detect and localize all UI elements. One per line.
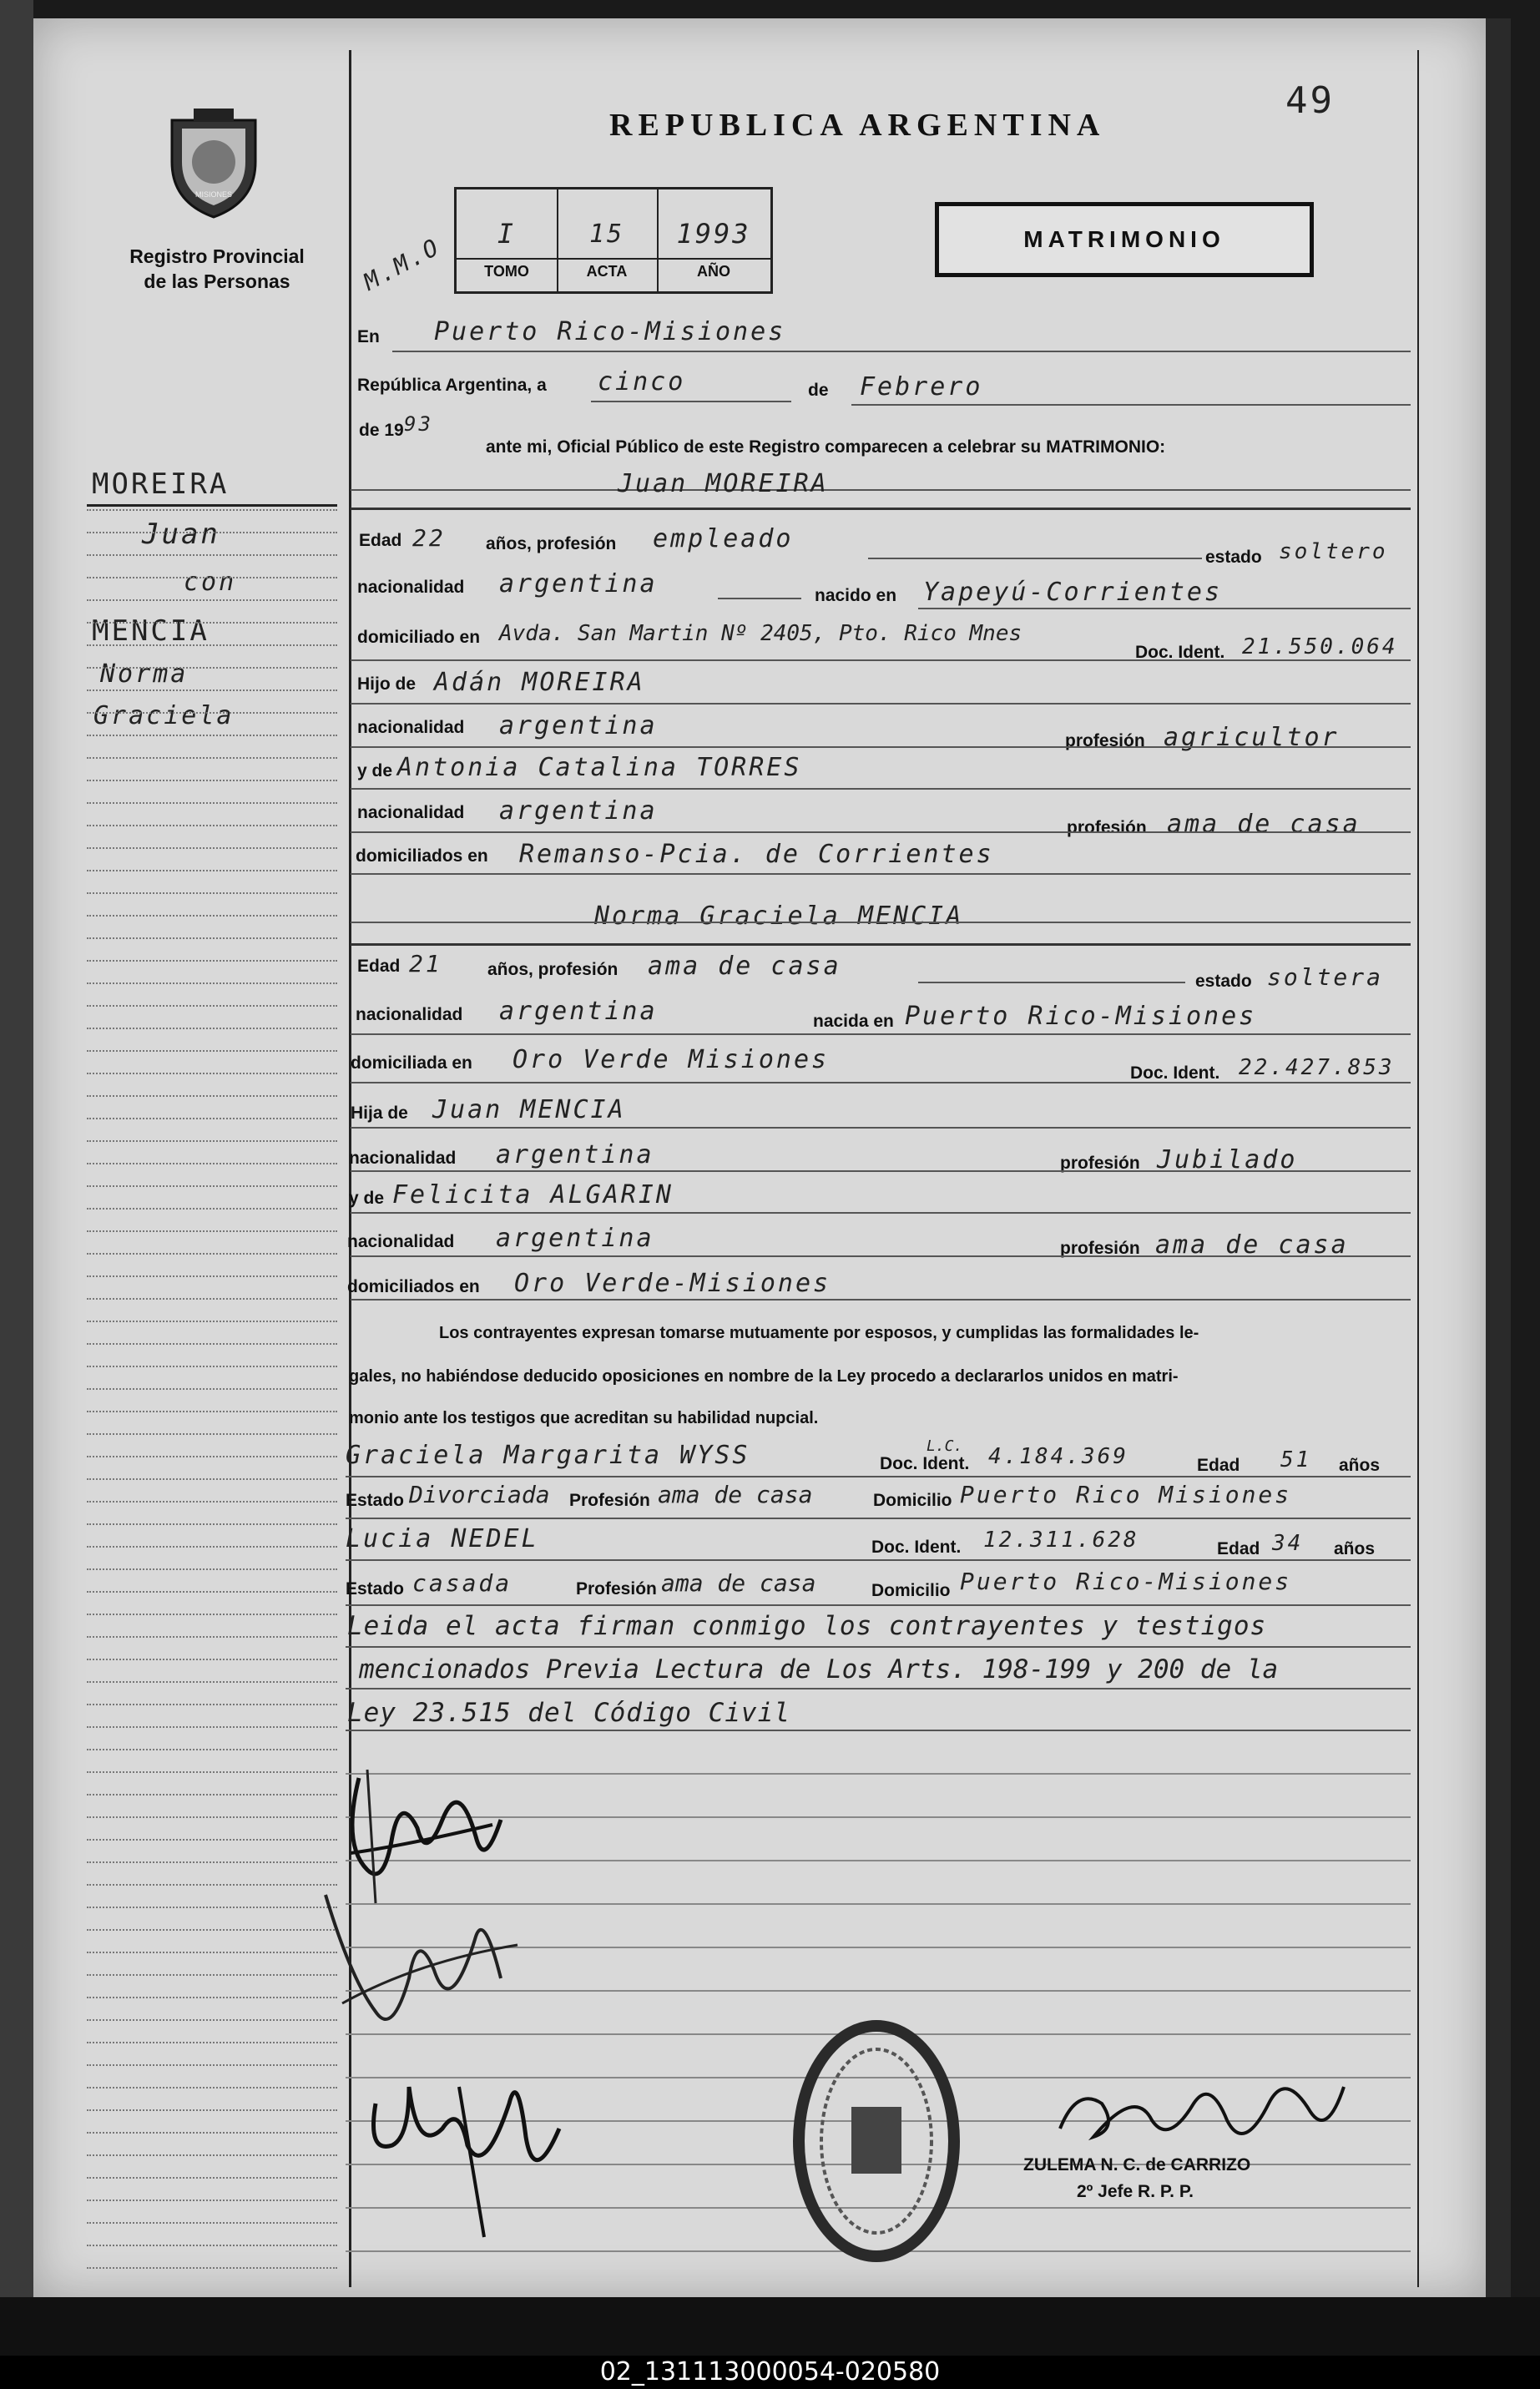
bride-doc-label: Doc. Ident. [1130,1063,1220,1083]
margin-ruled-line [87,1028,337,1029]
groom-domicilio-label: domiciliado en [357,628,481,647]
margin-ruled-line [87,1073,337,1074]
bride-edad-label: Edad [357,957,401,976]
margin-ruled-line [87,915,337,917]
bride-civil-status: soltera [1267,963,1384,991]
witness1-name: Graciela Margarita WYSS [346,1441,750,1470]
record-box [454,187,773,294]
officer-name: ZULEMA N. C. de CARRIZO [1023,2155,1251,2174]
groom-father-profession: agricultor [1164,723,1340,752]
bride-mother-prof-label: profesión [1060,1239,1140,1258]
image-caption: 02_131113000054-020580 [0,2356,1540,2389]
margin-ruled-line [87,1456,337,1457]
groom-nationality: argentina [499,569,658,599]
margin-ruled-line [87,2222,337,2224]
margin-ruled-line [87,1884,337,1886]
margin-ruled-line [87,554,337,556]
groom-age: 22 [412,524,446,552]
margin-ruled-line [87,982,337,984]
groom-edad-label: Edad [359,531,402,550]
margin-ruled-line [87,1704,337,1705]
margin-ruled-line [87,1050,337,1052]
margin-ruled-line [87,1546,337,1548]
witness2-domicilio-label: Domicilio [871,1581,951,1600]
month: Febrero [860,372,983,402]
margin-ruled-line [87,1140,337,1142]
groom-father: Adán MOREIRA [434,668,645,697]
margin-ruled-line [87,2087,337,2088]
margin-ruled-line [87,825,337,826]
ano-value: 1993 [676,218,751,250]
groom-mother-prof-label: profesión [1067,818,1147,837]
registry-line-2: de las Personas [144,270,290,292]
margin-ruled-line [87,735,337,736]
groom-nacionalidad-label: nacionalidad [357,578,465,597]
margin-ruled-line [87,1321,337,1322]
margin-ruled-line [87,1343,337,1345]
margin-ruled-line [87,780,337,781]
margin-ruled-line [87,1118,337,1119]
bottom-margin [0,2297,1540,2356]
intro-text: ante mi, Oficial Público de este Registro comparecen a celebrar su MATRIMONIO: [486,437,1166,457]
bride-father-nat-label: nacionalidad [349,1149,457,1168]
margin-ruled-line [87,1253,337,1255]
margin-note: M.M.O [359,232,446,296]
margin-ruled-line [87,937,337,939]
margin-ruled-line [87,1388,337,1390]
book-spine [0,0,33,2389]
margin-ruled-line [87,1749,337,1750]
margin-ruled-line [87,1952,337,1953]
closing-line-2: mencionados Previa Lectura de Los Arts. 198-199 y 200 de la [359,1654,1279,1684]
country-title: REPUBLICA ARGENTINA [609,108,1106,143]
margin-ruled-line [87,1501,337,1503]
margin-ruled-line [87,2177,337,2179]
margin-ruled-line [87,1523,337,1525]
acta-value: 15 [588,220,625,249]
witness2-address: Puerto Rico-Misiones [960,1568,1292,1595]
margin-ruled-line [87,2042,337,2043]
margin-ruled-line [87,802,337,804]
witness2-doc-label: Doc. Ident. [871,1538,962,1557]
closing-line-1: Leida el acta firman conmigo los contrayentes y testigos [347,1611,1267,1641]
margin-ruled-line [87,2109,337,2111]
margin-ruled-line [87,1816,337,1818]
groom-doc-number: 21.550.064 [1242,634,1398,659]
declaration-line-2: gales, no habiéndose deducido oposiciones en nombre de la Ley procedo a declararlos unidos en matri- [349,1367,1179,1386]
groom-parents-dom-label: domiciliados en [356,846,488,866]
groom-mother-nat-label: nacionalidad [357,803,465,822]
groom-civil-status: soltero [1279,539,1388,564]
margin-ruled-line [87,1907,337,1908]
day: cinco [598,367,686,396]
bride-parents-address: Oro Verde-Misiones [514,1269,831,1298]
en-label: En [357,327,380,346]
witness2-profesion-label: Profesión [576,1579,657,1599]
margin-name-groom: Juan [142,518,220,551]
bride-mother: Felicita ALGARIN [392,1180,674,1210]
margin-ruled-line [87,712,337,714]
tomo-label: TOMO [484,263,529,280]
groom-birthplace: Yapeyú-Corrientes [923,578,1223,607]
witness1-profesion-label: Profesión [569,1491,650,1510]
witness1-age: 51 [1280,1447,1312,1472]
margin-ruled-line [87,2132,337,2134]
acta-label: ACTA [586,263,628,280]
signature-bride [317,1878,551,2045]
margin-con: con [184,568,237,597]
official-stamp [793,2020,960,2262]
margin-ruled-line [87,1974,337,1976]
margin-ruled-line [87,1208,337,1210]
margin-ruled-line [87,2064,337,2066]
bride-mother-nationality: argentina [496,1224,654,1253]
right-border [1417,50,1419,2287]
margin-ruled-line [87,1659,337,1660]
witness1-profession: ama de casa [658,1481,813,1508]
margin-ruled-line [87,1614,337,1615]
margin-ruled-line [87,1366,337,1367]
witness2-edad-label: Edad [1217,1539,1260,1558]
republica-label: República Argentina, a [357,376,547,395]
declaration-line-1: Los contrayentes expresan tomarse mutuamente por esposos, y cumplidas las formalidades le- [439,1324,1199,1342]
page-number: 49 [1285,79,1335,122]
bride-mother-profession: ama de casa [1155,1230,1349,1260]
margin-ruled-line [87,509,337,511]
margin-ruled-line [87,960,337,962]
bride-domicilio-label: domiciliada en [351,1053,472,1073]
margin-ruled-line [87,1568,337,1570]
margin-surname-bride: MENCIA [92,614,210,648]
witness2-estado-label: Estado [346,1579,405,1599]
groom-hijo-label: Hijo de [357,674,417,694]
groom-name: Juan MOREIRA [618,469,829,498]
bride-nationality: argentina [499,997,658,1026]
margin-ruled-line [87,2200,337,2201]
groom-estado-label: estado [1205,548,1262,567]
margin-ruled-line [87,1591,337,1593]
margin-ruled-line [87,1163,337,1164]
bride-father-nationality: argentina [496,1140,654,1169]
margin-ruled-line [87,577,337,578]
margin-name-bride-1: Norma [100,659,189,689]
witness1-doc-type: L.C. [927,1437,963,1455]
ano-label: AÑO [697,263,730,280]
bride-name: Norma Graciela MENCIA [594,902,964,931]
groom-father-nat-label: nacionalidad [357,718,465,737]
margin-ruled-line [87,1861,337,1863]
groom-parents-address: Remanso-Pcia. de Corrientes [519,840,994,869]
witness1-edad-label: Edad [1197,1456,1240,1475]
registry-line-1: Registro Provincial [129,245,305,267]
bride-mother-nat-label: nacionalidad [347,1232,455,1251]
witness2-doc-number: 12.311.628 [983,1528,1139,1553]
witness2-profession: ama de casa [661,1569,816,1597]
document-type-box: MATRIMONIO [935,202,1314,277]
margin-ruled-line [87,1275,337,1277]
witness1-anos-label: años [1339,1456,1381,1475]
groom-yde-label: y de [357,761,393,780]
margin-ruled-line [87,1929,337,1931]
margin-ruled-line [87,2245,337,2246]
page-edge [1486,18,1511,2297]
margin-ruled-line [87,1411,337,1412]
year-prefix: de 19 [359,421,404,440]
bride-age: 21 [409,950,442,977]
margin-ruled-line [87,847,337,849]
witness2-age: 34 [1272,1531,1304,1556]
margin-ruled-line [87,2019,337,2021]
margin-ruled-line [87,599,337,601]
groom-anos-profesion-label: años, profesión [486,534,617,553]
margin-ruled-line [87,2267,337,2269]
seal-text: MISIONES [194,190,232,199]
bride-estado-label: estado [1195,972,1252,991]
witness1-domicilio-label: Domicilio [873,1491,952,1510]
witness1-civil-status: Divorciada [409,1481,550,1508]
bride-parents-dom-label: domiciliados en [347,1277,480,1296]
margin-ruled-line [87,644,337,646]
margin-ruled-line [87,1636,337,1638]
bride-birthplace: Puerto Rico-Misiones [905,1002,1257,1031]
bride-hija-label: Hija de [351,1104,408,1123]
signature-witness [359,2053,576,2245]
margin-ruled-line [87,757,337,759]
witness1-address: Puerto Rico Misiones [960,1481,1292,1508]
margin-ruled-line [87,622,337,624]
margin-ruled-line [87,1681,337,1683]
signature-officer [1043,2053,1361,2170]
margin-ruled-line [87,1771,337,1773]
bride-address: Oro Verde Misiones [512,1045,830,1074]
place: Puerto Rico-Misiones [434,317,786,346]
year-suffix: 93 [404,412,433,436]
bride-father: Juan MENCIA [432,1095,626,1124]
groom-father-prof-label: profesión [1065,731,1145,750]
margin-ruled-line [87,2154,337,2156]
margin-ruled-line [87,1298,337,1300]
bride-nacionalidad-label: nacionalidad [356,1005,463,1024]
bride-anos-profesion-label: años, profesión [487,960,619,979]
margin-ruled-line [87,1997,337,1998]
groom-address: Avda. San Martin Nº 2405, Pto. Rico Mnes [499,621,1022,646]
margin-ruled-line [87,870,337,871]
groom-mother-profession: ama de casa [1167,810,1361,839]
groom-mother-nationality: argentina [499,796,658,826]
bride-father-profession: Jubilado [1157,1145,1298,1174]
bride-profession: ama de casa [648,952,841,981]
declaration-line-3: monio ante los testigos que acreditan su habilidad nupcial. [349,1409,819,1427]
margin-ruled-line [87,1185,337,1187]
witness1-doc-number: 4.184.369 [988,1444,1128,1469]
groom-profession: empleado [653,524,794,553]
margin-ruled-line [87,1005,337,1007]
margin-ruled-line [87,1433,337,1435]
tomo-value: I [497,218,517,250]
bride-father-prof-label: profesión [1060,1154,1140,1173]
witness1-estado-label: Estado [346,1491,405,1510]
witness2-name: Lucia NEDEL [346,1524,539,1553]
witness2-anos-label: años [1334,1539,1376,1558]
bride-doc-number: 22.427.853 [1239,1055,1395,1080]
groom-nacido-label: nacido en [815,586,897,605]
witness2-civil-status: casada [412,1569,512,1597]
margin-ruled-line [87,667,337,669]
margin-ruled-line [87,1794,337,1796]
bride-nacida-label: nacida en [813,1012,894,1031]
margin-ruled-line [87,532,337,533]
provincial-seal [160,104,267,220]
margin-name-bride-2: Graciela [93,701,235,730]
groom-mother: Antonia Catalina TORRES [397,753,802,782]
groom-father-nationality: argentina [499,711,658,740]
margin-ruled-line [87,1726,337,1728]
margin-ruled-line [87,1839,337,1841]
margin-ruled-line [87,1230,337,1232]
officer-title: 2º Jefe R. P. P. [1077,2182,1194,2201]
margin-ruled-line [87,892,337,894]
closing-line-3: Ley 23.515 del Código Civil [347,1698,790,1728]
margin-ruled-line [87,689,337,691]
bride-yde-label: y de [349,1189,385,1208]
witness1-doc-label: Doc. Ident. [880,1454,970,1473]
margin-surname-groom: MOREIRA [92,467,230,501]
margin-ruled-line [87,1478,337,1480]
de-label: de [808,381,829,400]
margin-ruled-line [87,1095,337,1097]
groom-doc-label: Doc. Ident. [1135,643,1225,662]
